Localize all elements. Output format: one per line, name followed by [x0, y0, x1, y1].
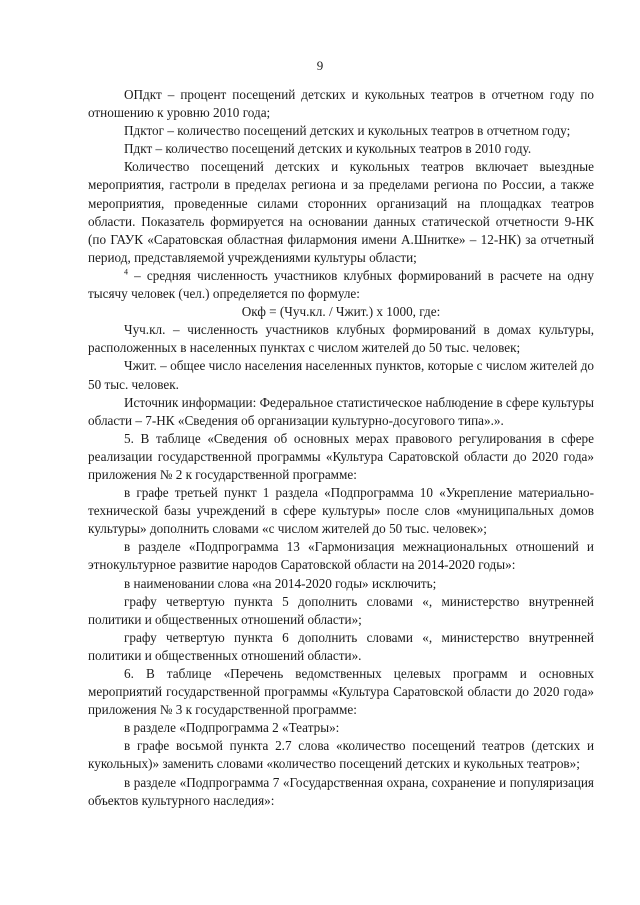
paragraph: в разделе «Подпрограмма 7 «Государственная охрана, сохранение и популяризация объектов культурного наследия»: [88, 774, 594, 808]
footnote-text: – средняя численность участников клубных формирований в расчете на одну тысячу человек (чел.) определяется по формуле: [88, 267, 594, 302]
paragraph: в графе восьмой пункта 2.7 слова «количество посещений театров (детских и кукольных)» заменить словами «количество посещений детских и кукольных театров»; [88, 738, 594, 772]
paragraph: Пдкт – количество посещений детских и кукольных театров в 2010 году. [124, 141, 532, 157]
paragraph: графу четвертую пункта 5 дополнить словами «, министерство внутренней политики и общественных отношений области»; [88, 593, 594, 627]
page-number: 9 [316, 58, 324, 73]
paragraph: Чуч.кл. – численность участников клубных формирований в домах культуры, расположенных в населенных пунктах с числом жителей до 50 тыс. человек; [88, 322, 594, 356]
paragraph: в наименовании слова «на 2014-2020 годы» исключить; [124, 575, 437, 591]
paragraph: в разделе «Подпрограмма 13 «Гармонизация межнациональных отношений и этнокультурное развитие народов Саратовской области на 2014-2020 годы»: [88, 539, 594, 573]
paragraph: 6. В таблице «Перечень ведомственных целевых программ и основных мероприятий государственной программы «Культура Саратовской области до 2020 года» приложения № 3 к государственной программе: [88, 666, 594, 718]
formula: Окф = (Чуч.кл. / Чжит.) х 1000, где: [241, 304, 441, 320]
paragraph: графу четвертую пункта 6 дополнить словами «, министерство внутренней политики и общественных отношений области». [88, 629, 594, 663]
paragraph: 5. В таблице «Сведения об основных мерах правового регулирования в сфере реализации государственной программы «Культура Саратовской области до 2020 года» приложения № 2 к государственной программе: [88, 430, 594, 482]
paragraph: Чжит. – общее число населения населенных пунктов, которые с числом жителей до 50 тыс. человек. [88, 358, 594, 392]
paragraph: Источник информации: Федеральное статистическое наблюдение в сфере культуры области – 7-НК «Сведения об организации культурно-досугового типа».». [88, 394, 594, 428]
footnote-marker: 4 [124, 267, 128, 277]
footnote-paragraph [88, 267, 594, 303]
paragraph: в разделе «Подпрограмма 2 «Театры»: [124, 720, 340, 736]
paragraph: Количество посещений детских и кукольных театров включает выездные мероприятия, гастроли в пределах региона и за пределами региона по России, а также мероприятия, проведенные силами сторонних организаций на площадках театров области. Показатель формируется на основании данных статической отчетности 9-НК (по ГАУК «Саратовская областная филармония имени А.Шнитке» – 12-НК) за отчетный период, представляемой учреждениями культуры области; [88, 159, 594, 265]
paragraph: Пдктог – количество посещений детских и кукольных театров в отчетном году; [124, 123, 571, 139]
paragraph: ОПдкт – процент посещений детских и кукольных театров в отчетном году по отношению к уровню 2010 года; [88, 87, 594, 121]
paragraph: в графе третьей пункт 1 раздела «Подпрограмма 10 «Укрепление материально-технической базы учреждений в сфере культуры» после слов «муниципальных домов культуры» дополнить словами «с числом жителей до 50 тыс. человек»; [88, 485, 594, 537]
document-body [88, 86, 594, 810]
